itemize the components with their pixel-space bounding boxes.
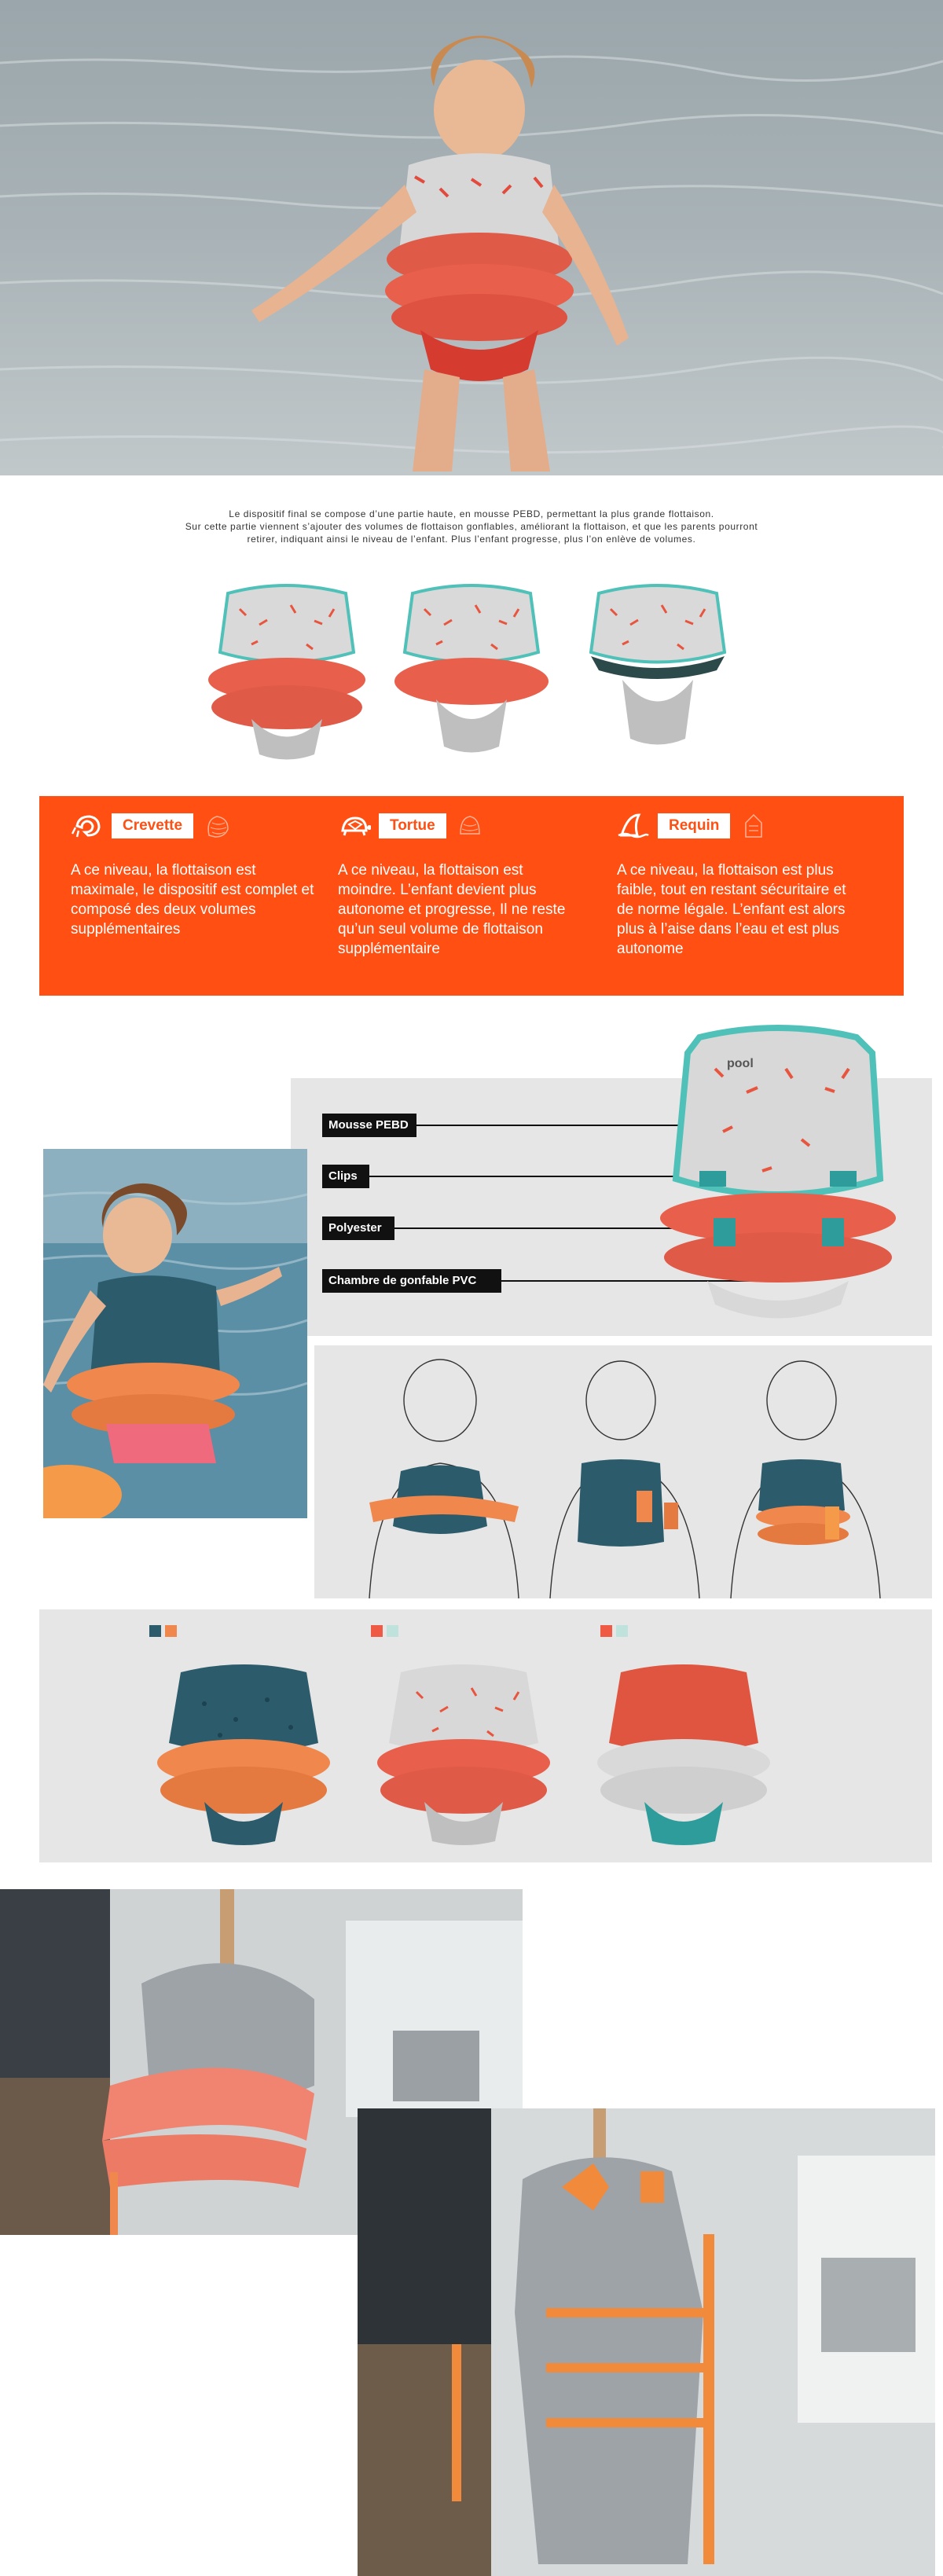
material-label-polyester: Polyester: [322, 1216, 394, 1240]
swatch-mint-2: [616, 1625, 628, 1637]
level-label: Requin: [658, 813, 730, 838]
shrimp-outline-icon: [201, 812, 233, 840]
shrimp-icon: [71, 812, 104, 840]
level-crevette: [71, 812, 314, 939]
level-label: Tortue: [379, 813, 446, 838]
level-requin: [617, 812, 860, 959]
intro-line-2: Sur cette partie viennent s’ajouter des volumes de flottaison gonflables, améliorant la flottaison, et que les parents pourront: [185, 521, 758, 532]
vest-render-no-volume: [567, 578, 748, 766]
vest-colorway-blue-orange: [149, 1657, 338, 1845]
swatch-petrol-blue: [149, 1625, 161, 1637]
intro-paragraph: [118, 508, 825, 545]
materials-panel: [291, 1057, 932, 1336]
swatch-orange: [165, 1625, 177, 1637]
vest-render-two-volumes: [196, 578, 377, 766]
vest-render-one-volume: [381, 578, 562, 766]
prototype-photo-back: [358, 2108, 935, 2576]
level-tortue: [338, 812, 582, 959]
level-description: A ce niveau, la flottaison est maximale, le dispositif est complet et composé des deux volumes supplémentaires: [71, 862, 314, 938]
vest-colorway-grey-coral: [369, 1657, 558, 1845]
material-label-clips: Clips: [322, 1165, 369, 1188]
material-label-pvc-chamber: Chambre de gonfable PVC: [322, 1269, 501, 1293]
swatch-mint: [387, 1625, 398, 1637]
swatch-coral: [371, 1625, 383, 1637]
levels-band: [39, 796, 904, 996]
hero-photo-child-in-vest: [0, 0, 943, 475]
turtle-outline-icon: [454, 812, 486, 840]
level-label: Crevette: [112, 813, 193, 838]
vest-outline-icon: [738, 812, 769, 840]
vest-exploded-render: [644, 1022, 919, 1336]
level-description: A ce niveau, la flottaison est moindre. L’enfant devient plus autonome et progresse, Il ne reste qu’un seul volume de flottaison supplémentaire: [338, 862, 566, 957]
turtle-icon: [338, 812, 371, 840]
colorways-panel: [39, 1609, 932, 1862]
level-description: A ce niveau, la flottaison est plus faible, tout en restant sécuritaire et de norme légale. L’enfant est alors plus à l’aise dans l’eau et est plus autonome: [617, 862, 846, 957]
usage-sketches-panel: [314, 1345, 932, 1598]
material-label-mousse: Mousse PEBD: [322, 1114, 416, 1137]
vest-usage-sketches: [314, 1345, 932, 1598]
vest-colorway-coral-grey: [589, 1657, 778, 1845]
shark-fin-icon: [617, 812, 650, 840]
swatch-coral-2: [600, 1625, 612, 1637]
intro-line-1: Le dispositif final se compose d’une partie haute, en mousse PEBD, permettant la plus grande flottaison.: [229, 508, 714, 519]
girl-in-water-photo: [43, 1149, 307, 1518]
intro-line-3: retirer, indiquant ainsi le niveau de l’enfant. Plus l’enfant progresse, plus l’on enlève de volumes.: [247, 534, 696, 545]
brand-logo-text: pool: [727, 1057, 754, 1070]
